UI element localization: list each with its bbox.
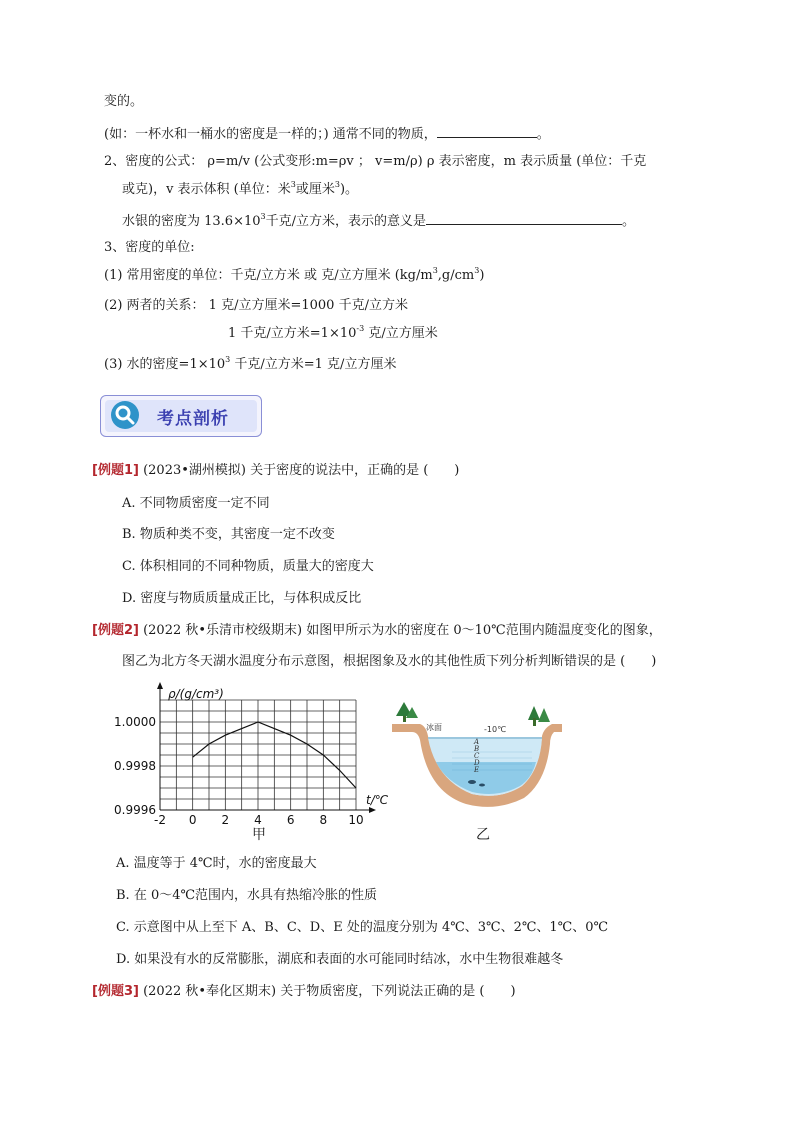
layer-label-a: A [474, 738, 480, 746]
figure-caption-left: 甲 [252, 827, 266, 843]
y-tick-label: 1.0000 [114, 715, 156, 729]
q2-stem-2 [122, 652, 656, 672]
sup: 3 [260, 212, 266, 221]
unit-line-2 [104, 296, 408, 316]
q1-stem-text: (2023•湖州模拟) 关于密度的说法中，正确的是 ( ) [143, 463, 460, 478]
unit2-text: (2) 两者的关系： 1 克/立方厘米=1000 千克/立方米 [104, 298, 408, 313]
x-tick-label: -2 [154, 813, 166, 827]
q2-option-b[interactable] [116, 886, 377, 906]
x-tick-label: 0 [188, 813, 197, 827]
chart-labels [114, 687, 389, 827]
q2-tag: [例题2] [92, 623, 139, 638]
answer-blank-1[interactable] [437, 123, 537, 138]
unit-line-4 [104, 355, 396, 375]
formula-text-2b: 或厘米 [295, 182, 335, 197]
temp-label: -10℃ [484, 725, 507, 734]
unit-line-3 [228, 324, 438, 344]
unit-heading-text: 3、密度的单位: [104, 240, 195, 255]
x-tick-label: 10 [348, 813, 364, 827]
q2-option-c[interactable] [116, 918, 608, 938]
q1-option-b[interactable] [122, 525, 335, 545]
sup: 3 [290, 180, 296, 189]
formula-line-1 [104, 152, 646, 172]
x-tick-label: 2 [221, 813, 230, 827]
q1-stem [92, 461, 459, 481]
intro-text-2: (如：一杯水和一桶水的密度是一样的；) 通常不同的物质， [104, 127, 437, 142]
y-tick-label: 0.9998 [114, 759, 156, 773]
x-tick-label: 8 [319, 813, 328, 827]
unit1-a: (1) 常用密度的单位：千克/立方米 或 克/立方厘米 (kg/m [104, 268, 433, 283]
formula-line-2 [122, 180, 358, 200]
x-axis-title: t/℃ [366, 793, 389, 807]
q2-option-b-text: B. 在 0～4℃范围内，水具有热缩冷胀的性质 [116, 888, 378, 903]
tree-icon [528, 706, 550, 726]
chart-grid [160, 700, 356, 810]
layer-label-b: B [474, 745, 480, 753]
figure-caption-right: 乙 [476, 827, 490, 843]
sup: -3 [356, 324, 365, 333]
section-banner [100, 395, 262, 437]
q2-option-c-text: C. 示意图中从上至下 A、B、C、D、E 处的温度分别为 4℃、3℃、2℃、1℃、0℃ [116, 920, 609, 935]
x-tick-label: 4 [254, 813, 262, 827]
search-icon [111, 401, 139, 429]
y-tick-label: 0.9996 [114, 803, 156, 817]
q2-stem-text-2: 图乙为北方冬天湖水温度分布示意图，根据图象及水的其他性质下列分析判断错误的是 ( ) [122, 654, 657, 669]
layer-label-e: E [474, 766, 480, 774]
layer-label-c: C [474, 752, 480, 760]
density-chart [100, 680, 400, 840]
lake-diagram [392, 700, 562, 810]
q3-stem [92, 982, 516, 1002]
intro-text-1: 变的。 [104, 94, 144, 109]
banner-title: 考点剖析 [157, 409, 229, 429]
q2-stem-1 [92, 621, 662, 641]
unit3-a: 1 千克/立方米=1×10 [228, 326, 357, 341]
y-axis-title: ρ/(g/cm³) [168, 687, 224, 701]
sup: 3 [225, 355, 231, 364]
q1-option-c-text: C. 体积相同的不同种物质，质量大的密度大 [122, 559, 374, 574]
fish-icon [468, 780, 476, 784]
unit-heading [104, 238, 195, 258]
q1-tag: [例题1] [92, 463, 139, 478]
q1-option-b-text: B. 物质种类不变，其密度一定不改变 [122, 527, 335, 542]
unit4-a: (3) 水的密度=1×10 [104, 357, 226, 372]
formula-text-1: 2、密度的公式： ρ=m/v (公式变形:m=ρv ； v=m/ρ) ρ 表示密度，m 表示质量 (单位：千克 [104, 154, 647, 169]
unit4-b: 千克/立方米=1 克/立方厘米 [230, 357, 397, 372]
unit-line-1 [104, 266, 484, 286]
mercury-text-c: 。 [622, 214, 636, 229]
q2-option-a-text: A. 温度等于 4℃时，水的密度最大 [116, 856, 317, 871]
mercury-line [122, 210, 635, 232]
q3-tag: [例题3] [92, 984, 139, 999]
x-tick-label: 6 [286, 813, 295, 827]
q2-option-d-text: D. 如果没有水的反常膨胀，湖底和表面的水可能同时结冰，水中生物很难越冬 [116, 952, 564, 967]
q2-option-d[interactable] [116, 950, 563, 970]
answer-blank-2[interactable] [426, 210, 622, 225]
x-axis-arrow [369, 807, 376, 813]
y-axis-arrow [157, 682, 163, 689]
ice-label: 冰面 [426, 723, 442, 732]
q3-stem-text: (2022 秋•奉化区期末) 关于物质密度，下列说法正确的是 ( ) [143, 984, 516, 999]
intro-line-1 [104, 92, 143, 112]
intro-line-2 [104, 123, 550, 145]
q1-option-d-text: D. 密度与物质质量成正比，与体积成反比 [122, 591, 362, 606]
unit1-b: ,g/cm [437, 268, 475, 283]
q1-option-a[interactable] [122, 494, 270, 514]
unit1-c: ) [479, 268, 485, 283]
formula-text-2a: 或克)，v 表示体积 (单位：米 [122, 182, 291, 197]
sup: 3 [334, 180, 340, 189]
q1-option-a-text: A. 不同物质密度一定不同 [122, 496, 270, 511]
chart-axes [157, 682, 376, 813]
mercury-text-b: 千克/立方米，表示的意义是 [265, 214, 426, 229]
formula-text-2c: )。 [339, 182, 359, 197]
tree-icon [396, 702, 418, 722]
mercury-text-a: 水银的密度为 13.6×10 [122, 214, 261, 229]
q2-option-a[interactable] [116, 854, 317, 874]
q1-option-c[interactable] [122, 557, 374, 577]
q1-option-d[interactable] [122, 589, 361, 609]
sup: 3 [474, 266, 480, 275]
sup: 3 [432, 266, 438, 275]
unit3-b: 克/立方厘米 [364, 326, 438, 341]
fish-icon [479, 784, 485, 787]
intro-text-2-end: 。 [536, 127, 550, 142]
q2-stem-text-1: (2022 秋•乐清市校级期末) 如图甲所示为水的密度在 0～10℃范围内随温度变化的图象， [143, 623, 662, 638]
layer-label-d: D [474, 759, 480, 767]
